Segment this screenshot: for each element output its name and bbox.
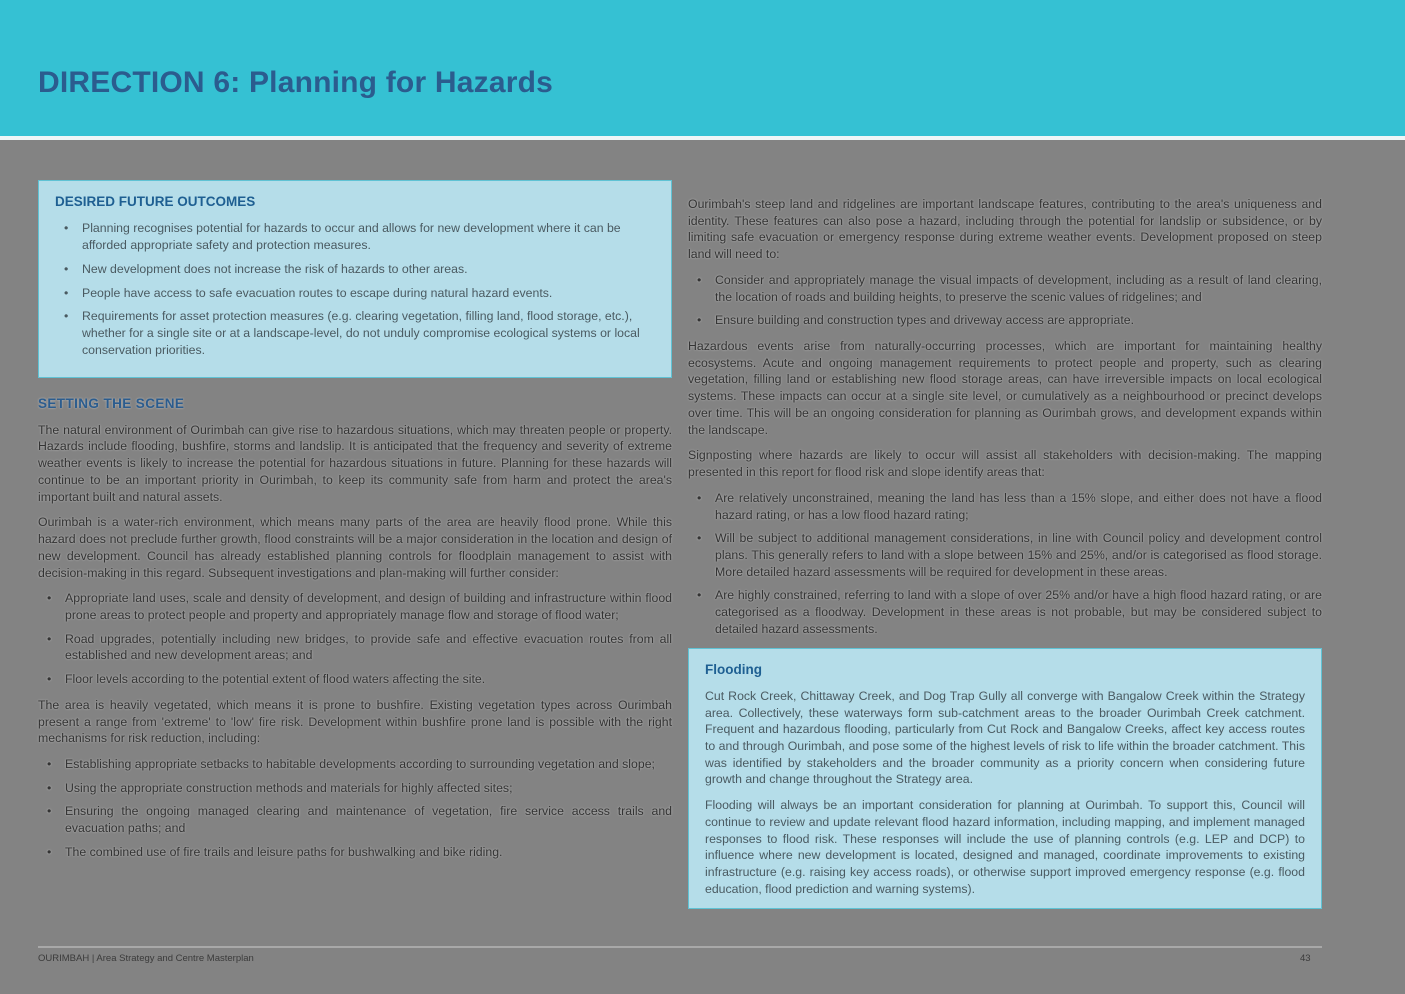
list-item: • Establishing appropriate setbacks to habitable developments according to surrounding vegetation and slope; (38, 756, 672, 773)
flooding-box (688, 648, 1322, 909)
steep-land-list (688, 272, 1322, 329)
steep-land-paragraph-1: Ourimbah's steep land and ridgelines are important landscape features, contributing to the area's uniqueness and identity. These features can also pose a hazard, including through the potential for landslip or subsidence, or by limiting safe evacuation or emergency response during extreme weather events. Development proposed on steep land will need to: (688, 197, 1322, 262)
setting-the-scene-heading: SETTING THE SCENE (38, 396, 185, 412)
left-column (38, 180, 672, 870)
list-item: • The combined use of fire trails and leisure paths for bushwalking and bike riding. (38, 844, 672, 861)
flood-consideration-list (38, 590, 672, 688)
signposting-paragraph: Signposting where hazards are likely to occur will assist all stakeholders with decision-making. The mapping presented in this report for flood risk and slope identify areas that: (688, 448, 1322, 480)
list-item: • Consider and appropriately manage the visual impacts of development, including as a result of land clearing, the location of roads and building heights, to preserve the scenic values of ridgelines; and (688, 272, 1322, 305)
header-band (0, 0, 1405, 140)
list-item: • Are highly constrained, referring to land with a slope of over 25% and/or have a high flood hazard rating, or are categorised as a floodway. Development in these areas is not probable, but may be considered subject to detailed hazard assessments. (688, 587, 1322, 637)
page-title: DIRECTION 6: Planning for Hazards (38, 66, 553, 99)
desired-future-outcomes-box (38, 180, 672, 378)
mapping-category-list (688, 490, 1322, 638)
list-item: • Requirements for asset protection measures (e.g. clearing vegetation, filling land, flood storage, etc.), whether for a single site or at a landscape-level, do not unduly compromise ecological systems or local conservation priorities. (55, 308, 655, 358)
bushfire-mechanism-list (38, 756, 672, 861)
list-item: • New development does not increase the risk of hazards to other areas. (55, 261, 655, 278)
outcomes-box-heading: DESIRED FUTURE OUTCOMES (55, 194, 256, 209)
list-item: • Using the appropriate construction methods and materials for highly affected sites; (38, 780, 672, 797)
list-item: • Road upgrades, potentially including new bridges, to provide safe and effective evacuation routes from all established and new development areas; and (38, 631, 672, 664)
footer-divider (38, 946, 1322, 948)
list-item: • Appropriate land uses, scale and density of development, and design of building and infrastructure within flood prone areas to protect people and property and appropriately manage flow and storage of flood water; (38, 590, 672, 623)
setting-paragraph-1: The natural environment of Ourimbah can give rise to hazardous situations, which may threaten people or property. Hazards include flooding, bushfire, storms and landslip. It is anticipated that the frequency and severity of extreme weather events is likely to increase the potential for hazardous situations in future. Planning for these hazards will continue to be an important priority in Ourimbah, to keep its community safe from harm and protect the area's important built and natural assets. (38, 422, 672, 504)
list-item: • Planning recognises potential for hazards to occur and allows for new development where it can be afforded appropriate safety and protection measures. (55, 220, 655, 253)
list-item: • Ensure building and construction types and driveway access are appropriate. (688, 312, 1322, 329)
list-item: • People have access to safe evacuation routes to escape during natural hazard events. (55, 285, 655, 302)
list-item: • Floor levels according to the potential extent of flood waters affecting the site. (38, 671, 672, 688)
right-column (688, 196, 1322, 909)
flooding-paragraph-2: Flooding will always be an important consideration for planning at Ourimbah. To support this, Council will continue to review and update relevant flood hazard information, including mapping, and implement managed responses to flood risk. These responses will include the use of planning controls (e.g. LEP and DCP) to influence where new development is located, designed and managed, coordinate improvements to existing infrastructure (e.g. raising key access roads), or otherwise support improved emergency response (e.g. flood education, flood prediction and warning systems). (705, 798, 1305, 896)
flooding-paragraph-1: Cut Rock Creek, Chittaway Creek, and Dog Trap Gully all converge with Bangalow Creek within the Strategy area. Collectively, these waterways form sub-catchment areas to the broader Ourimbah Creek catchment. Frequent and hazardous flooding, particularly from Cut Rock and Bangalow Creeks, affect key access routes to and through Ourimbah, and pose some of the highest levels of risk to life within the broader catchment. This was identified by stakeholders and the broader community as a priority concern when considering future growth and change throughout the Strategy area. (705, 688, 1305, 787)
list-item: • Are relatively unconstrained, meaning the land has less than a 15% slope, and either does not have a flood hazard rating, or has a low flood hazard rating; (688, 490, 1322, 523)
footer-page-number: 43 (1300, 953, 1311, 964)
list-item: • Ensuring the ongoing managed clearing and maintenance of vegetation, fire service access trails and evacuation paths; and (38, 803, 672, 836)
flooding-box-heading: Flooding (705, 661, 762, 677)
setting-paragraph-3: The area is heavily vegetated, which means it is prone to bushfire. Existing vegetation types across Ourimbah present a range from 'extreme' to 'low' fire risk. Development within bushfire prone land is possible with the right mechanisms for risk reduction, including: (38, 697, 672, 746)
outcomes-bullet-list (55, 220, 655, 358)
setting-paragraph-2: Ourimbah is a water-rich environment, which means many parts of the area are heavily flood prone. While this hazard does not preclude further growth, flood constraints will be a major consideration in the location and design of new development. Council has already established planning controls for floodplain management to assist with decision-making in this regard. Subsequent investigations and plan-making will further consider: (38, 515, 672, 580)
hazardous-events-paragraph: Hazardous events arise from naturally-occurring processes, which are important for maintaining healthy ecosystems. Acute and ongoing management requirements to protect people and property, such as clearing vegetation, filling land or establishing new flood storage areas, can have irreversible impacts on local ecological systems. These impacts can occur at a single site level, or cumulatively as a neighbourhood or precinct develops over time. This will be an ongoing consideration for planning as Ourimbah grows, and development expands within the landscape. (688, 339, 1322, 437)
list-item: • Will be subject to additional management considerations, in line with Council policy and development control plans. This generally refers to land with a slope between 15% and 25%, and/or is categorised as flood storage. More detailed hazard assessments will be required for development in these areas. (688, 530, 1322, 580)
footer-document-title: OURIMBAH | Area Strategy and Centre Masterplan (38, 953, 254, 964)
